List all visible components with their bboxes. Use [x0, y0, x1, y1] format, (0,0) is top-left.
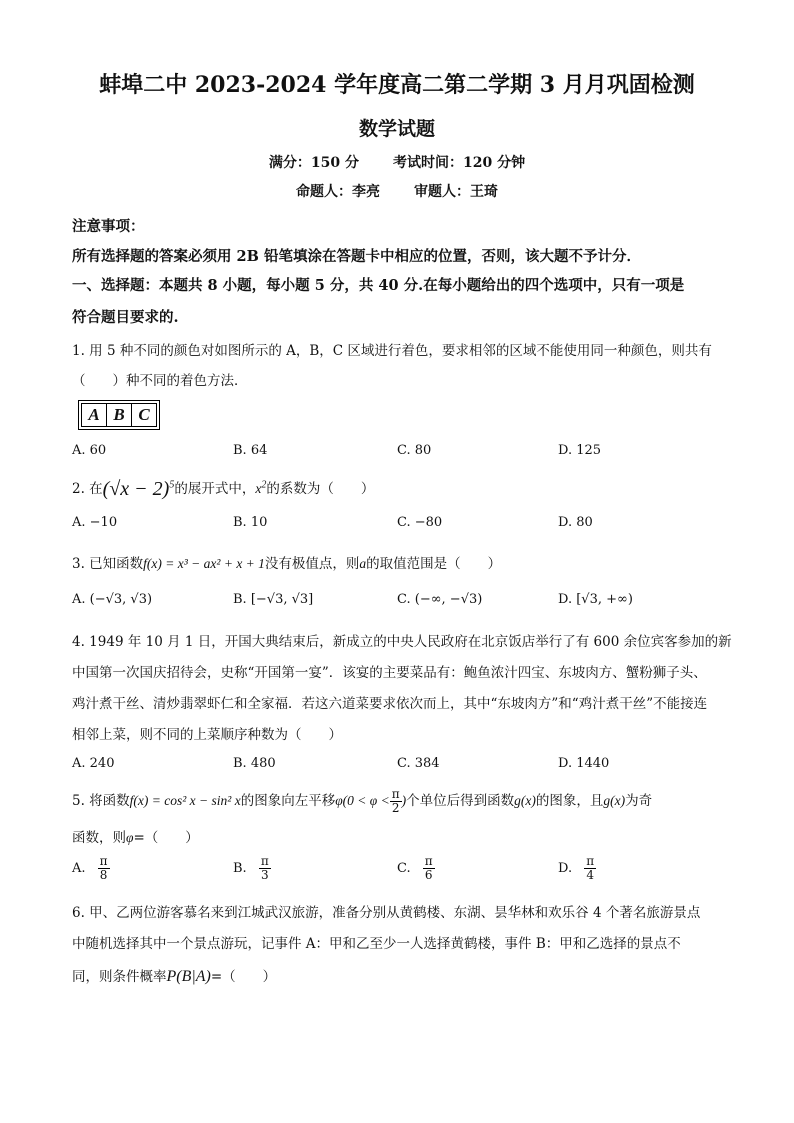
q6-line3-suffix: =（ ） [210, 969, 277, 985]
q1-option-a: A. 60 [72, 443, 107, 458]
q5-line2-prefix: 函数，则 [72, 830, 126, 846]
q6-line2: 中随机选择其中一个景点游玩，记事件 A：甲和乙至少一人选择黄鹤楼，事件 B：甲和乙选择的景点不 [72, 936, 681, 952]
q5-option-d-den: 4 [584, 868, 596, 882]
q2-stem [72, 477, 374, 501]
q5-gx2: g(x) [603, 793, 626, 808]
exam-time: 考试时间：120 分钟 [393, 155, 526, 171]
q5-option-c [397, 855, 435, 882]
region-a: A [81, 403, 107, 427]
q5-option-d [558, 855, 596, 882]
q4-line4: 相邻上菜，则不同的上菜顺序种数为（ ） [72, 727, 342, 743]
region-diagram [78, 400, 160, 430]
q5-line2 [72, 826, 199, 846]
q3-prefix: 3. 已知函数 [72, 556, 144, 572]
q5-option-d-letter: D. [558, 861, 573, 876]
q3-stem [72, 552, 501, 572]
q5-line1 [72, 788, 652, 815]
q5-close: ) [401, 793, 407, 808]
q5-option-b [233, 855, 271, 882]
q1-option-c: C. 80 [397, 443, 432, 458]
q3-option-d: D. [√3, +∞) [558, 592, 633, 607]
q5-suffix: 为奇 [625, 793, 653, 809]
q6-line3 [72, 965, 276, 986]
q5-option-c-den: 6 [423, 868, 435, 882]
section1-line1: 一、选择题：本题共 8 小题，每小题 5 分，共 40 分.在每小题给出的四个选项中，只有一项是 [72, 277, 685, 294]
q5-option-b-num: π [260, 854, 269, 868]
q5-middle2: 个单位后得到函数 [406, 793, 515, 809]
q3-option-a: A. (−√3, √3) [72, 592, 153, 607]
setter: 命题人：李亮 [296, 184, 380, 200]
exam-title: 蚌埠二中 2023-2024 学年度高二第二学期 3 月月巩固检测 [99, 72, 695, 98]
q6-line1: 6. 甲、乙两位游客慕名来到江城武汉旅游，准备分别从黄鹤楼、东湖、昙华林和欢乐谷 4 个著名旅游景点 [72, 905, 701, 921]
q1-option-b: B. 64 [233, 443, 268, 458]
q3-suffix: 的取值范围是（ ） [366, 556, 502, 572]
q5-pi-over-2 [390, 788, 402, 815]
q5-function: f(x) = cos² x − sin² x [129, 793, 241, 808]
q2-option-b: B. 10 [233, 515, 268, 530]
q2-exponent: 5 [169, 479, 175, 491]
notice-text: 所有选择题的答案必须用 2B 铅笔填涂在答题卡中相应的位置，否则，该大题不予计分． [72, 248, 641, 265]
q2-option-d: D. 80 [558, 515, 593, 530]
subject-title: 数学试题 [358, 118, 435, 140]
q3-option-c: C. (−∞, −√3) [397, 592, 483, 607]
q5-phi-condition: φ(0 < φ < [335, 793, 390, 808]
region-c: C [131, 403, 157, 427]
q5-option-a-num: π [99, 854, 108, 868]
region-b: B [106, 403, 132, 427]
q5-gx: g(x) [514, 793, 536, 808]
q5-option-a [72, 855, 110, 882]
q3-variable: a [359, 556, 367, 571]
q5-option-b-den: 3 [259, 868, 271, 882]
exam-info [0, 152, 794, 172]
q1-line2: （ ）种不同的着色方法． [72, 373, 248, 389]
q4-line3: 鸡汁煮干丝、清炒翡翠虾仁和全家福．若这六道菜要求依次而上，其中“东坡肉方”和“鸡汁煮干丝”不能接连 [72, 696, 708, 712]
q2-option-a: A. −10 [72, 515, 118, 530]
q3-middle: 没有极值点，则 [264, 556, 360, 572]
q6-probability: P(B|A) [166, 968, 211, 985]
q5-option-c-letter: C. [397, 861, 411, 876]
reviewer: 审题人：王琦 [414, 184, 498, 200]
q5-prefix: 5. 将函数 [72, 793, 130, 809]
q5-middle3: 的图象，且 [535, 793, 604, 809]
q4-option-d: D. 1440 [558, 756, 610, 771]
q5-line2-suffix: =（ ） [133, 830, 199, 846]
q1-line1: 1. 用 5 种不同的颜色对如图所示的 A，B，C 区域进行着色，要求相邻的区域不能使用同一种颜色，则共有 [72, 343, 712, 359]
section1-line2: 符合题目要求的. [72, 309, 179, 326]
full-score: 满分：150 分 [268, 155, 359, 171]
q4-line2: 中国第一次国庆招待会，史称“开国第一宴”．该宴的主要菜品有：鲍鱼浓汁四宝、东坡肉方、蟹粉狮子头、 [72, 665, 707, 681]
q5-option-d-num: π [586, 854, 595, 868]
q5-pi: π [391, 787, 400, 801]
exam-authors [0, 181, 794, 201]
notice-heading: 注意事项： [72, 218, 145, 235]
q2-middle: 的展开式中， [174, 481, 256, 497]
q5-phi: φ [126, 830, 134, 845]
q5-middle1: 的图象向左平移 [240, 793, 336, 809]
q3-function: f(x) = x³ − ax² + x + 1 [143, 556, 265, 571]
q2-expression: (√x − 2) [102, 478, 170, 500]
q2-option-c: C. −80 [397, 515, 443, 530]
q3-option-b: B. [−√3, √3] [233, 592, 314, 607]
q6-line3-prefix: 同，则条件概率 [72, 969, 167, 985]
q5-option-b-letter: B. [233, 861, 247, 876]
q5-option-a-letter: A. [72, 861, 86, 876]
q5-two: 2 [390, 801, 402, 815]
q2-term: x [255, 481, 262, 496]
q1-option-d: D. 125 [558, 443, 602, 458]
q5-option-a-den: 8 [98, 868, 110, 882]
q2-prefix: 2. 在 [72, 481, 103, 497]
q5-option-c-num: π [424, 854, 433, 868]
q4-line1: 4. 1949 年 10 月 1 日，开国大典结束后，新成立的中央人民政府在北京饭店举行了有 600 余位宾客参加的新 [72, 634, 732, 650]
q4-option-a: A. 240 [72, 756, 115, 771]
q4-option-b: B. 480 [233, 756, 276, 771]
q2-suffix: 的系数为（ ） [266, 481, 375, 497]
q2-term-exponent: 2 [261, 479, 267, 491]
q4-option-c: C. 384 [397, 756, 440, 771]
